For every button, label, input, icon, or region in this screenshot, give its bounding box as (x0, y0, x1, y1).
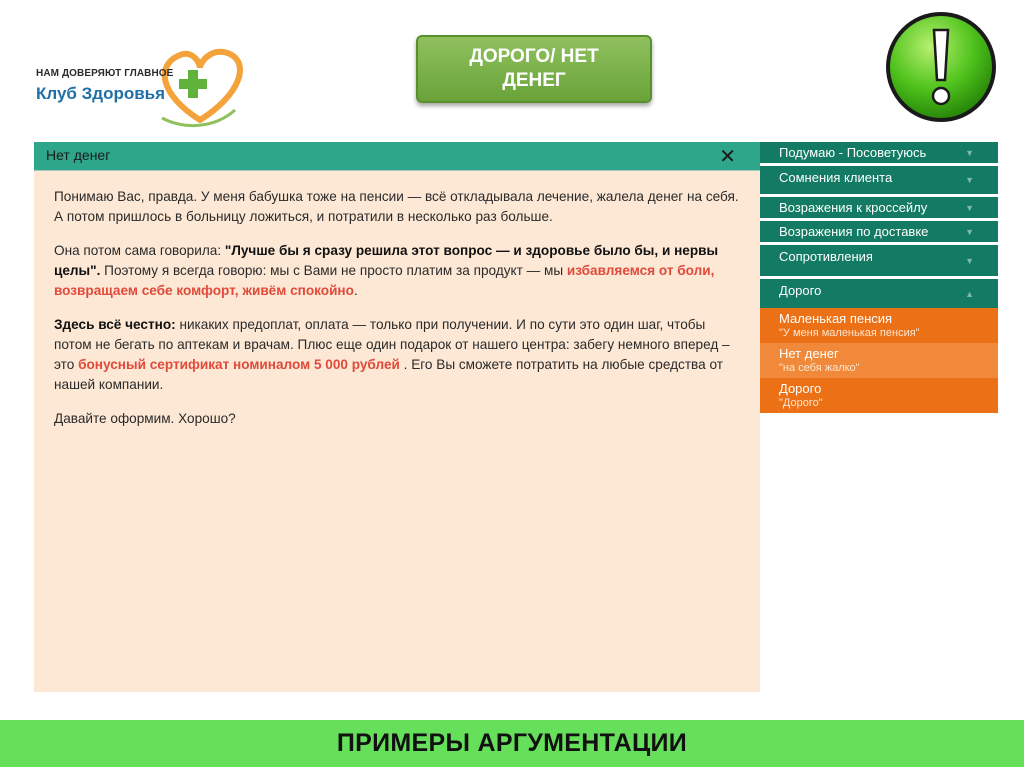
sidebar-item-small-pension[interactable] (760, 308, 998, 343)
dialog-body (34, 171, 760, 429)
p2-text: Она потом сама говорила: (54, 243, 225, 258)
close-icon[interactable]: ✕ (719, 146, 736, 168)
category-label: Возражения к кроссейлу (779, 200, 928, 215)
p2-quote: "Лучше бы я сразу решила этот вопрос — и здоровье было бы, и нервы целы". (54, 243, 719, 278)
category-label: Сомнения клиента (779, 170, 893, 185)
dialog-header (34, 142, 760, 171)
exclamation-icon (884, 10, 998, 124)
sidebar-category-crosssell[interactable] (760, 197, 998, 218)
chevron-up-icon: ▲ (965, 288, 974, 299)
topic-title-label: ДОРОГО/ НЕТ ДЕНЕГ (469, 46, 599, 91)
p3-text: никаких предоплат, оплата — только при получении. И по сути это один шаг, чтобы потом не бегать по аптекам и врачам. Плюс еще один подарок от нашего центра: забегу немного вперед – это (54, 317, 730, 372)
sidebar-item-no-money[interactable] (760, 343, 998, 378)
p3-highlight: бонусный сертификат номиналом 5 000 рублей (78, 357, 400, 372)
sidebar-category-expensive[interactable] (760, 279, 998, 308)
footer-title: ПРИМЕРЫ АРГУМЕНТАЦИИ (336, 729, 688, 757)
item-title: Дорого (779, 381, 822, 396)
p2-text-2: Поэтому я всегда говорю: мы с Вами не просто платим за продукт — мы (100, 263, 567, 278)
category-label: Возражения по доставке (779, 224, 929, 239)
script-dialog (34, 142, 760, 692)
p3-lead: Здесь всё честно: (54, 317, 176, 332)
topic-title-button[interactable] (416, 35, 652, 103)
dialog-title: Нет денег (46, 147, 111, 163)
paragraph-1: Понимаю Вас, правда. У меня бабушка тоже на пенсии — всё откладывала лечение, жалела денег на себя. А потом пришлось в больницу ложиться, и потратили в несколько раз больше. (54, 189, 739, 224)
logo-brand: Клуб Здоровья (36, 84, 166, 103)
footer-banner (0, 720, 1024, 767)
chevron-down-icon: ▼ (965, 226, 974, 237)
category-label: Сопротивления (779, 249, 873, 264)
category-label: Подумаю - Посоветуюсь (779, 145, 927, 160)
p2-highlight: избавляемся от боли, возвращаем себе комфорт, живём спокойно (54, 263, 715, 298)
category-label: Дорого (779, 283, 822, 298)
chevron-down-icon: ▼ (965, 202, 974, 213)
item-title: Нет денег (779, 346, 839, 361)
sidebar-item-expensive[interactable] (760, 378, 998, 413)
sidebar-category-resistance[interactable] (760, 245, 998, 276)
logo-tagline: НАМ ДОВЕРЯЮТ ГЛАВНОЕ (36, 68, 174, 79)
item-subtitle: "Дорого" (779, 397, 823, 409)
item-subtitle: "на себя жалко" (779, 362, 860, 374)
sidebar-category-doubts[interactable] (760, 166, 998, 194)
paragraph-4: Давайте оформим. Хорошо? (54, 411, 236, 426)
sidebar-category-think[interactable] (760, 142, 998, 163)
p3-end: . Его Вы сможете потратить на любые средства от нашей компании. (54, 357, 723, 392)
item-title: Маленькая пенсия (779, 311, 893, 326)
chevron-down-icon: ▼ (965, 255, 974, 266)
paragraph-3 (54, 315, 740, 395)
paragraph-2 (54, 241, 740, 301)
objection-sidebar (760, 142, 998, 413)
chevron-down-icon: ▼ (965, 147, 974, 158)
item-subtitle: "У меня маленькая пенсия" (779, 327, 920, 339)
p2-end: . (353, 283, 358, 298)
chevron-down-icon: ▼ (965, 175, 974, 185)
sidebar-category-delivery[interactable] (760, 221, 998, 242)
brand-logo (30, 40, 260, 135)
